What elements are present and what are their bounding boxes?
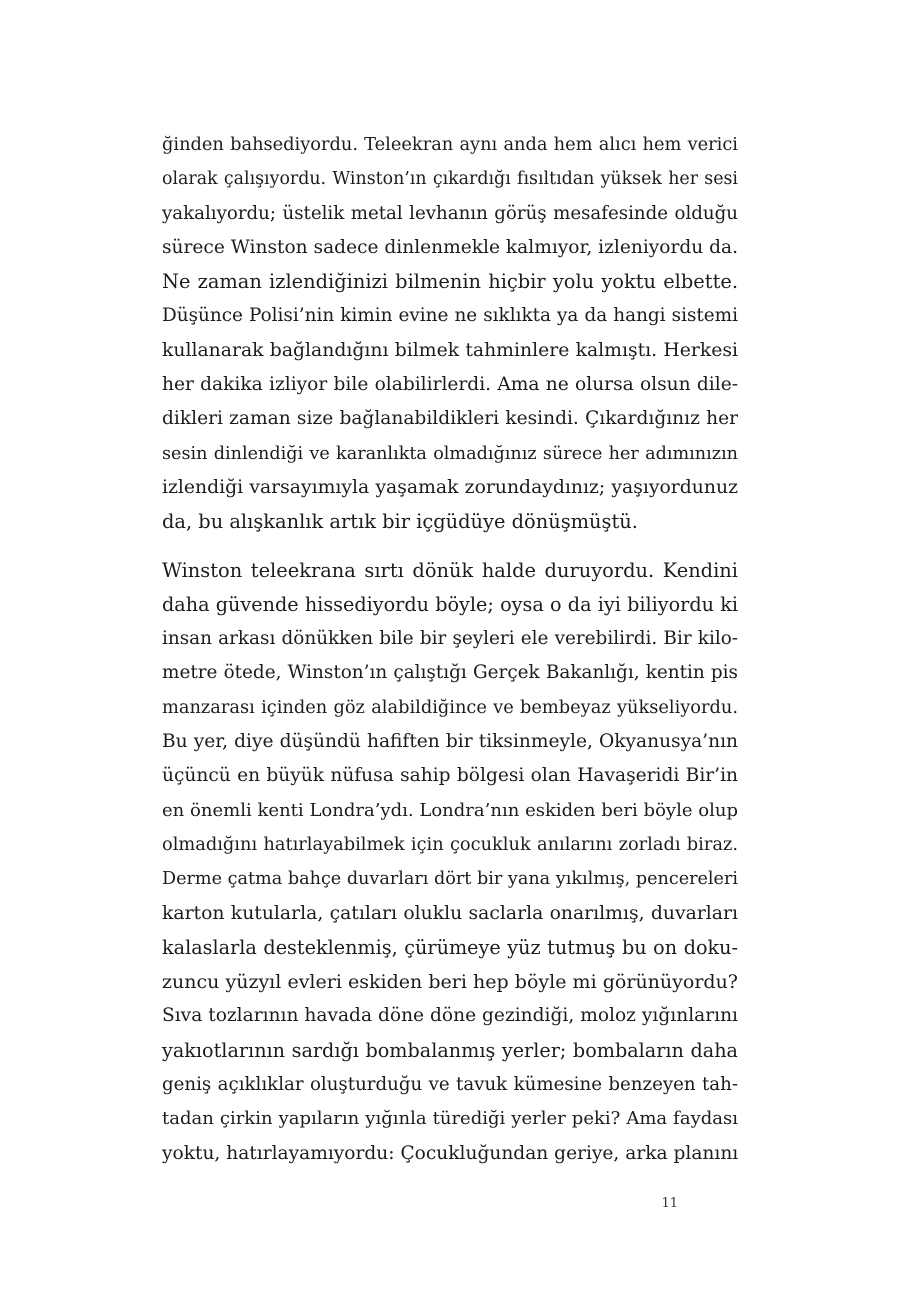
page-number: 11	[661, 1196, 678, 1211]
text-line: kullanarak bağlandığını bilmek tahminlere kalmıştı. Herkesi	[162, 339, 738, 361]
text-line: kalaslarla desteklenmiş, çürümeye yüz tutmuş bu on doku-	[162, 935, 738, 959]
text-line: da, bu alışkanlık artık bir içgüdüye dönüşmüştü.	[162, 510, 638, 534]
text-line: yoktu, hatırlayamıyordu: Çocukluğundan geriye, arka planını	[162, 1142, 739, 1164]
paragraph-gap	[162, 540, 738, 554]
text-line: en önemli kenti Londra’ydı. Londra’nın eskiden beri böyle olup	[162, 799, 738, 821]
text-line: karton kutularla, çatıları oluklu saclarla onarılmış, duvarları	[162, 902, 738, 924]
text-line: Derme çatma bahçe duvarları dört bir yana yıkılmış, pencereleri	[162, 869, 738, 890]
text-line: üçüncü en büyük nüfusa sahip bölgesi olan Havaşeridi Bir’in	[162, 765, 738, 787]
paragraph-2	[162, 554, 738, 1171]
paragraph-1	[162, 128, 738, 540]
text-line: yakalıyordu; üstelik metal levhanın görüş mesafesinde olduğu	[162, 202, 738, 224]
text-line: sürece Winston sadece dinlenmekle kalmıyor, izleniyordu da.	[162, 236, 739, 258]
text-line: geniş açıklıklar oluşturduğu ve tavuk kümesine benzeyen tah-	[162, 1074, 738, 1096]
text-line: olmadığını hatırlayabilmek için çocukluk anılarını zorladı biraz.	[162, 833, 738, 855]
text-line: izlendiği varsayımıyla yaşamak zorundaydınız; yaşıyordunuz	[162, 476, 738, 498]
text-line: ğinden bahsediyordu. Teleekran aynı anda hem alıcı hem verici	[162, 134, 738, 155]
text-line: metre ötede, Winston’ın çalıştığı Gerçek Bakanlığı, kentin pis	[162, 662, 738, 684]
text-line: manzarası içinden göz alabildiğince ve bembeyaz yükseliyordu.	[162, 696, 738, 718]
text-line: yakıotlarının sardığı bombalanmış yerler; bombaların daha	[162, 1038, 738, 1062]
text-line: Winston teleekrana sırtı dönük halde duruyordu. Kendini	[162, 558, 738, 582]
text-line: tadan çirkin yapıların yığınla türediği yerler peki? Ama faydası	[162, 1108, 738, 1130]
text-line: olarak çalışıyordu. Winston’ın çıkardığı fısıltıdan yüksek her sesi	[162, 169, 738, 190]
text-line: daha güvende hissediyordu böyle; oysa o da iyi biliyordu ki	[162, 592, 738, 616]
text-line: dikleri zaman size bağlanabildikleri kesindi. Çıkardığınız her	[162, 408, 738, 430]
text-line: Düşünce Polisi’nin kimin evine ne sıklıkta ya da hangi sistemi	[162, 305, 738, 327]
text-line: zuncu yüzyıl evleri eskiden beri hep böyle mi görünüyordu?	[162, 971, 738, 994]
text-line: Ne zaman izlendiğinizi bilmenin hiçbir yolu yoktu elbette.	[162, 270, 738, 294]
body-text	[162, 128, 738, 1171]
text-line: Bu yer, diye düşündü hafiften bir tiksinmeyle, Okyanusya’nın	[162, 731, 738, 753]
text-line: sesin dinlendiği ve karanlıkta olmadığınız sürece her adımınızın	[162, 443, 738, 464]
text-line: insan arkası dönükken bile bir şeyleri ele verebilirdi. Bir kilo-	[162, 628, 738, 650]
text-line: her dakika izliyor bile olabilirlerdi. Ama ne olursa olsun dile-	[162, 374, 738, 396]
text-line: Sıva tozlarının havada döne döne gezindiği, moloz yığınlarını	[162, 1005, 738, 1027]
